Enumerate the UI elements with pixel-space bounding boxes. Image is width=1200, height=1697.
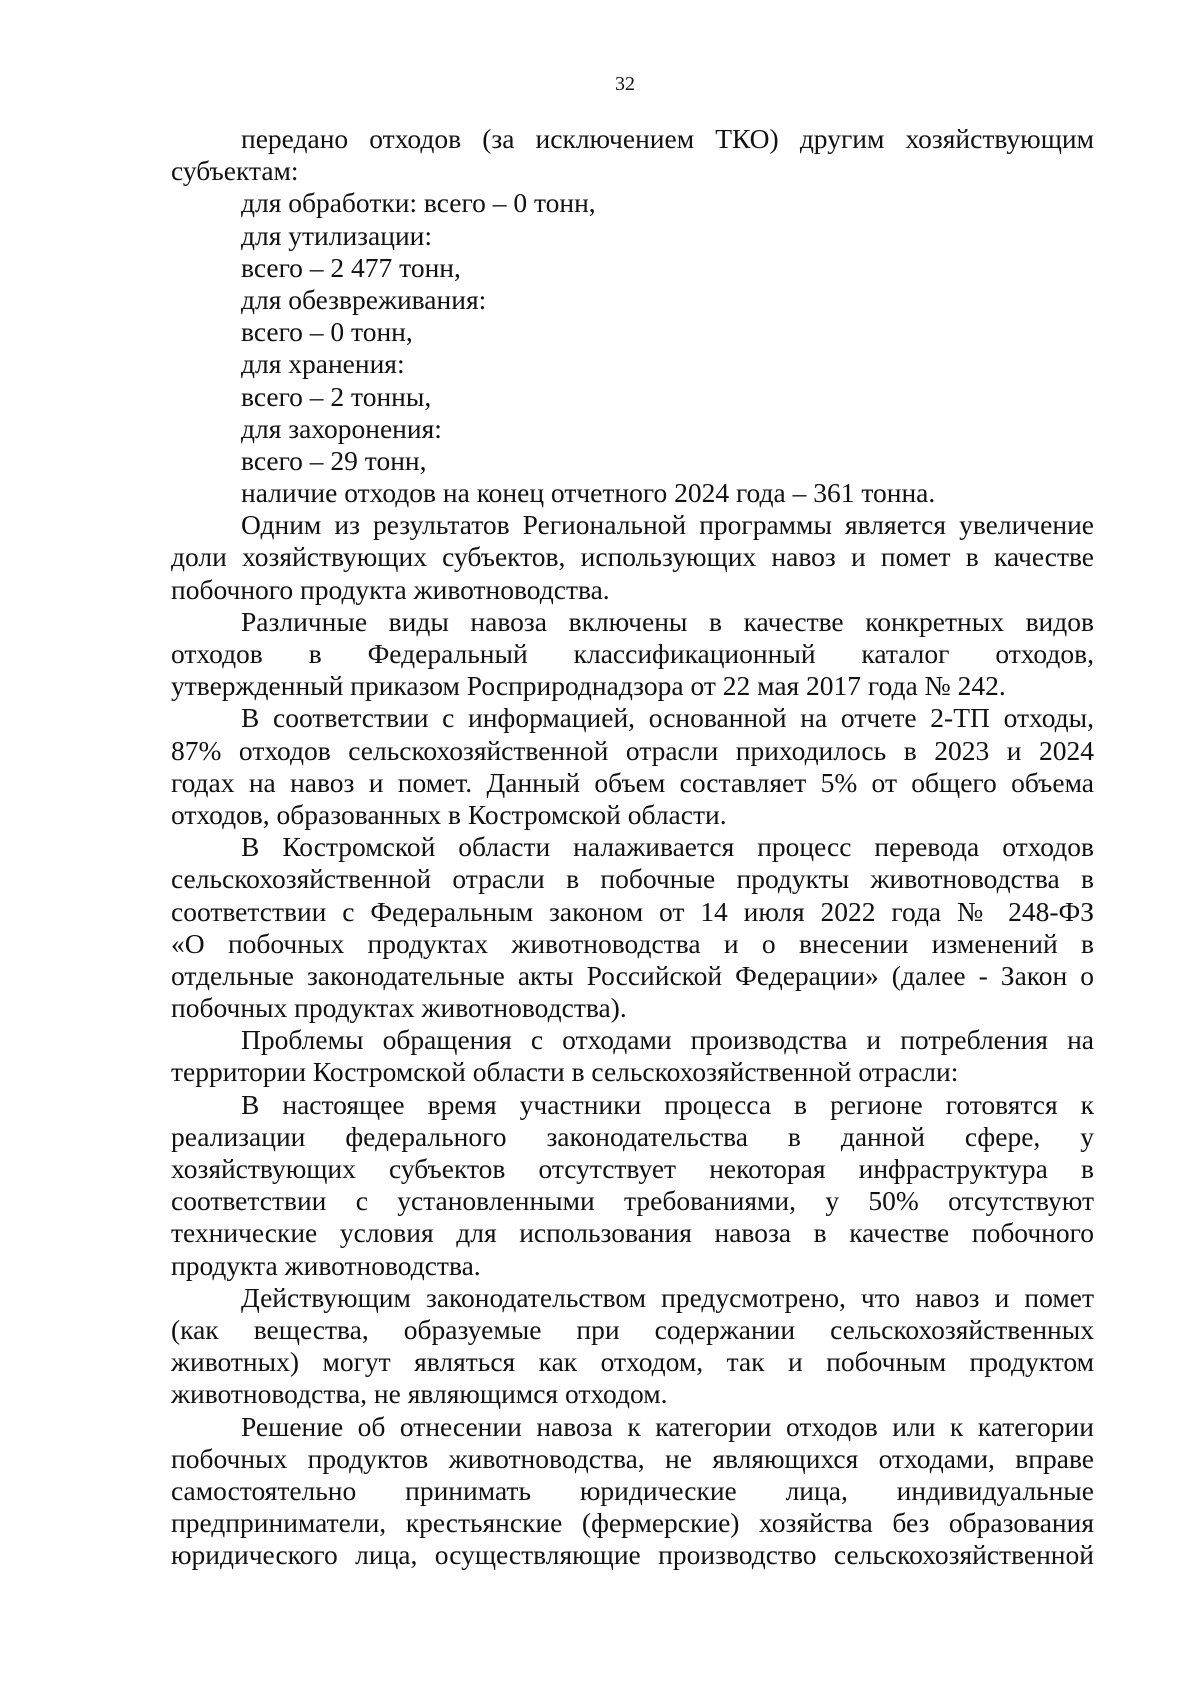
text-line: хозяйствующих субъектов отсутствует некоторая инфраструктура в: [171, 1153, 1094, 1184]
text-line: для утилизации:: [241, 219, 433, 251]
text-line: сельскохозяйственной отрасли в побочные продукты животноводства в: [171, 863, 1094, 895]
text-line: для захоронения:: [241, 412, 442, 444]
text-line: технические условия для использования навоза в качестве побочного: [171, 1217, 1094, 1249]
text-line: животноводства, не являющимся отходом.: [171, 1378, 668, 1410]
text-line: В Костромской области налаживается процесс перевода отходов: [241, 831, 1094, 863]
text-line: «О побочных продуктах животноводства и о внесении изменений в: [171, 927, 1094, 959]
text-line: территории Костромской области в сельскохозяйственной отрасли:: [171, 1056, 959, 1088]
text-line: В настоящее время участники процесса в регионе готовятся к: [241, 1088, 1094, 1120]
text-line: отходов, образованных в Костромской области.: [171, 798, 727, 830]
text-line: всего – 2 477 тонн,: [241, 251, 461, 283]
text-line: побочных продуктах животноводства).: [171, 992, 627, 1024]
text-line: побочного продукта животноводства.: [171, 573, 610, 605]
text-line: субъектам:: [171, 155, 299, 187]
text-line: Проблемы обращения с отходами производства и потребления на: [241, 1024, 1094, 1056]
text-line: доли хозяйствующих субъектов, использующих навоз и помет в качестве: [171, 541, 1094, 573]
text-line: юридического лица, осуществляющие производство сельскохозяйственной: [171, 1539, 1094, 1571]
text-line: всего – 29 тонн,: [241, 444, 427, 476]
text-line: продукта животноводства.: [171, 1249, 481, 1281]
text-line: передано отходов (за исключением ТКО) другим хозяйствующим: [241, 123, 1094, 154]
text-line: 87% отходов сельскохозяйственной отрасли приходилось в 2023 и 2024: [171, 734, 1094, 766]
text-line: соответствии с Федеральным законом от 14 июля 2022 года № 248-ФЗ: [171, 895, 1094, 927]
document-body: [171, 123, 1094, 1571]
text-line: для обработки: всего – 0 тонн,: [241, 187, 596, 219]
text-line: предприниматели, крестьянские (фермерские) хозяйства без образования: [171, 1507, 1094, 1539]
text-line: годах на навоз и помет. Данный объем составляет 5% от общего объема: [171, 766, 1094, 798]
page-number: 32: [615, 73, 635, 95]
text-line: Действующим законодательством предусмотрено, что навоз и помет: [241, 1281, 1094, 1313]
text-line: Одним из результатов Региональной программы является увеличение: [241, 509, 1094, 541]
text-line: отдельные законодательные акты Российской Федерации» (далее - Закон о: [171, 959, 1094, 991]
text-line: утвержденный приказом Росприроднадзора от 22 мая 2017 года № 242.: [171, 670, 1006, 702]
text-line: Решение об отнесении навоза к категории отходов или к категории: [241, 1410, 1094, 1442]
text-line: всего – 0 тонн,: [241, 316, 413, 348]
text-line: всего – 2 тонны,: [241, 380, 432, 412]
text-line: для обезвреживания:: [241, 283, 487, 315]
text-line: Различные виды навоза включены в качестве конкретных видов: [241, 605, 1094, 637]
text-line: животных) могут являться как отходом, так и побочным продуктом: [171, 1346, 1094, 1378]
text-line: для хранения:: [241, 348, 405, 380]
text-line: В соответствии с информацией, основанной на отчете 2-ТП отходы,: [241, 702, 1094, 734]
text-line: побочных продуктов животноводства, не являющихся отходами, вправе: [171, 1442, 1094, 1474]
text-line: (как вещества, образуемые при содержании сельскохозяйственных: [171, 1313, 1094, 1345]
text-line: самостоятельно принимать юридические лица, индивидуальные: [171, 1474, 1094, 1506]
text-line: наличие отходов на конец отчетного 2024 года – 361 тонна.: [241, 477, 936, 509]
text-line: отходов в Федеральный классификационный каталог отходов,: [171, 638, 1094, 669]
text-line: реализации федерального законодательства в данной сфере, у: [171, 1120, 1094, 1152]
text-line: соответствии с установленными требованиями, у 50% отсутствуют: [171, 1185, 1094, 1217]
